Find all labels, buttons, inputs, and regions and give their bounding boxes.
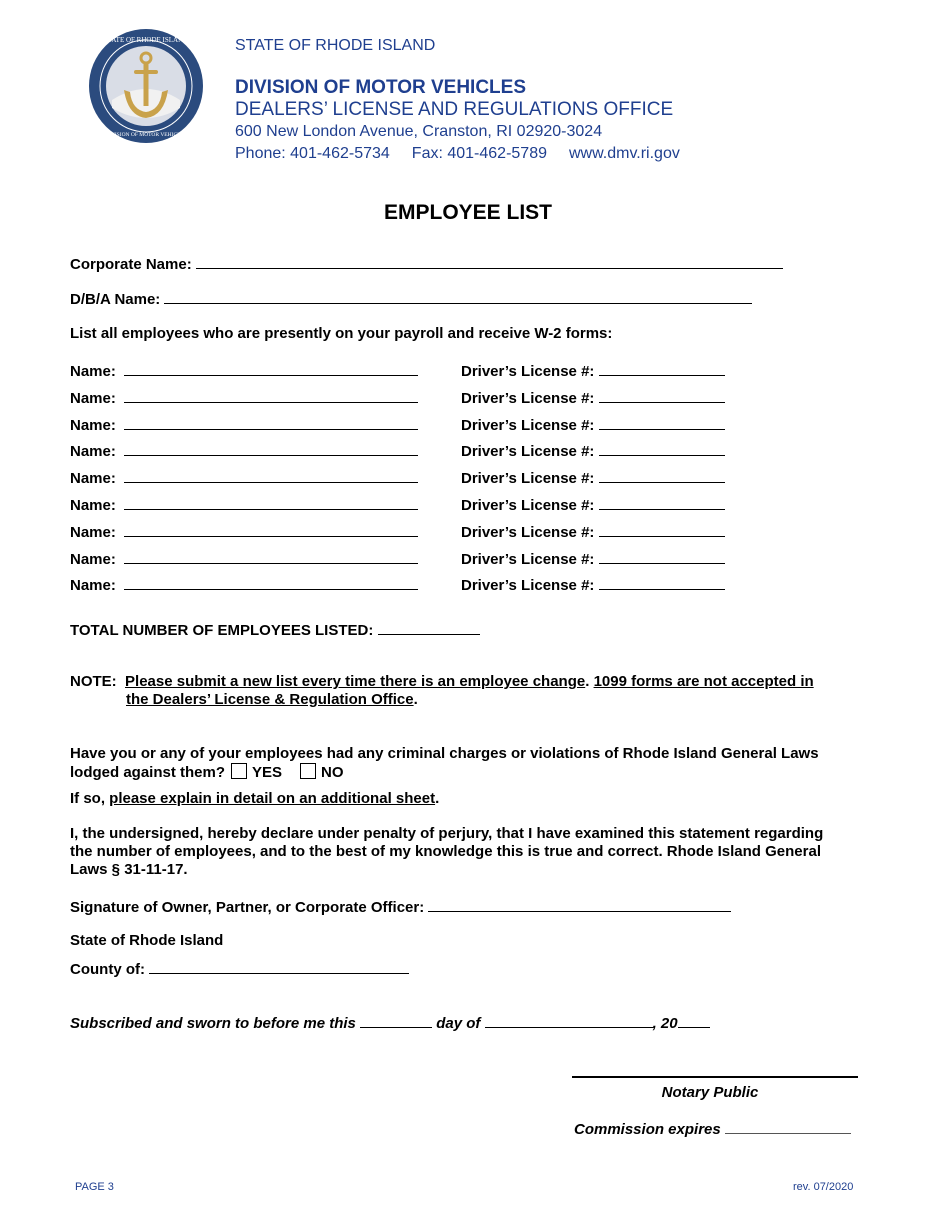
drivers-license-label: Driver’s License #: (461, 416, 595, 434)
drivers-license-field[interactable] (461, 415, 725, 434)
total-employees-label: TOTAL NUMBER OF EMPLOYEES LISTED: (70, 622, 374, 639)
employee-name-label: Name: (70, 523, 116, 541)
explain-end: . (435, 790, 440, 807)
drivers-license-field[interactable] (461, 468, 725, 487)
employee-name-field[interactable] (70, 415, 418, 434)
drivers-license-line[interactable] (599, 361, 725, 376)
sworn-text-c: , 20 (652, 1015, 678, 1032)
drivers-license-field[interactable] (461, 575, 725, 594)
corporate-name-label: Corporate Name: (70, 256, 192, 273)
employee-name-label: Name: (70, 389, 116, 407)
header-contact (235, 145, 680, 163)
sworn-statement[interactable] (70, 1013, 710, 1032)
employee-name-label: Name: (70, 577, 116, 595)
employee-name-line[interactable] (124, 522, 418, 537)
drivers-license-line[interactable] (599, 415, 725, 430)
employee-name-field[interactable] (70, 388, 418, 407)
employee-name-line[interactable] (124, 361, 418, 376)
seal-text-bottom: DIVISION OF MOTOR VEHICLES (105, 132, 187, 138)
drivers-license-line[interactable] (599, 575, 725, 590)
employee-name-line[interactable] (124, 495, 418, 510)
drivers-license-field[interactable] (461, 495, 725, 514)
note-sep: . (585, 673, 594, 690)
dba-name-field[interactable] (70, 289, 752, 308)
commission-line[interactable] (725, 1119, 851, 1134)
seal-text-top: STATE OF RHODE ISLAND (103, 36, 189, 44)
employee-name-field[interactable] (70, 575, 418, 594)
drivers-license-label: Driver’s License #: (461, 470, 595, 488)
state-label: State of Rhode Island (70, 932, 224, 949)
revision-date: rev. 07/2020 (793, 1181, 854, 1193)
header-fax: Fax: 401-462-5789 (411, 145, 547, 162)
header-website-link[interactable]: www.dmv.ri.gov (569, 145, 680, 162)
page-number: PAGE 3 (75, 1181, 114, 1193)
no-checkbox[interactable] (300, 763, 316, 779)
drivers-license-field[interactable] (461, 361, 725, 380)
sworn-day-line[interactable] (360, 1013, 432, 1028)
drivers-license-line[interactable] (599, 468, 725, 483)
explain-line (70, 790, 439, 807)
criminal-question-text: lodged against them? (70, 764, 226, 781)
employee-name-line[interactable] (124, 549, 418, 564)
drivers-license-line[interactable] (599, 522, 725, 537)
sworn-month-line[interactable] (485, 1013, 653, 1028)
no-label: NO (321, 764, 344, 781)
employee-name-line[interactable] (124, 441, 418, 456)
drivers-license-field[interactable] (461, 441, 725, 460)
drivers-license-label: Driver’s License #: (461, 577, 595, 595)
sworn-text-b: day of (436, 1015, 481, 1032)
drivers-license-label: Driver’s License #: (461, 523, 595, 541)
note-part1: Please submit a new list every time there is an employee change (125, 673, 586, 690)
employee-name-line[interactable] (124, 415, 418, 430)
drivers-license-line[interactable] (599, 441, 725, 456)
drivers-license-label: Driver’s License #: (461, 550, 595, 568)
employee-name-line[interactable] (124, 575, 418, 590)
employee-name-label: Name: (70, 443, 116, 461)
yes-label: YES (252, 764, 283, 781)
drivers-license-label: Driver’s License #: (461, 443, 595, 461)
employee-name-field[interactable] (70, 468, 418, 487)
employee-name-field[interactable] (70, 495, 418, 514)
signature-line[interactable] (428, 897, 731, 912)
employee-instruction: List all employees who are presently on your payroll and receive W-2 forms: (70, 325, 613, 342)
note-end: . (413, 691, 418, 708)
dba-name-line[interactable] (164, 289, 752, 304)
declaration-line-1: I, the undersigned, hereby declare under penalty of perjury, that I have examined this statement regarding (70, 825, 824, 842)
commission-label: Commission expires (574, 1121, 721, 1138)
employee-name-label: Name: (70, 416, 116, 434)
note-line-1 (70, 673, 814, 690)
employee-name-label: Name: (70, 550, 116, 568)
yes-checkbox[interactable] (231, 763, 247, 779)
declaration-line-2: the number of employees, and to the best of my knowledge this is true and correct. Rhode Island General (70, 843, 821, 860)
page-title: EMPLOYEE LIST (383, 201, 553, 224)
note-line-2 (126, 691, 418, 708)
criminal-question-line-2 (70, 763, 344, 781)
employee-name-label: Name: (70, 363, 116, 380)
employee-name-field[interactable] (70, 361, 418, 380)
county-line[interactable] (149, 959, 409, 974)
corporate-name-line[interactable] (196, 254, 783, 269)
drivers-license-field[interactable] (461, 549, 725, 568)
drivers-license-field[interactable] (461, 388, 725, 407)
county-field[interactable] (70, 959, 409, 978)
header-office: DEALERS’ LICENSE AND REGULATIONS OFFICE (235, 99, 674, 120)
criminal-question-line-1: Have you or any of your employees had any criminal charges or violations of Rhode Island General Laws (70, 745, 819, 762)
commission-field[interactable] (574, 1119, 851, 1138)
header-address: 600 New London Avenue, Cranston, RI 02920-3024 (235, 123, 603, 140)
note-part2a: 1099 forms are not accepted in (593, 673, 814, 690)
notary-signature-line[interactable] (572, 1076, 858, 1078)
employee-name-field[interactable] (70, 549, 418, 568)
drivers-license-label: Driver’s License #: (461, 389, 595, 407)
corporate-name-field[interactable] (70, 254, 783, 273)
drivers-license-label: Driver’s License #: (461, 363, 595, 380)
employee-name-field[interactable] (70, 522, 418, 541)
declaration-line-3: Laws § 31-11-17. (70, 861, 188, 878)
employee-name-field[interactable] (70, 441, 418, 460)
header-state: STATE OF RHODE ISLAND (235, 37, 436, 54)
explain-underlined: please explain in detail on an additional sheet (109, 790, 436, 807)
state-seal-logo (88, 28, 204, 144)
header-division: DIVISION OF MOTOR VEHICLES (235, 77, 527, 98)
dba-name-label: D/B/A Name: (70, 291, 161, 308)
note-prefix: NOTE: (70, 673, 117, 690)
header-phone: Phone: 401-462-5734 (235, 145, 390, 162)
explain-prefix: If so, (70, 790, 110, 807)
notary-public-label: Notary Public (661, 1084, 759, 1101)
employee-name-line[interactable] (124, 388, 418, 403)
signature-label: Signature of Owner, Partner, or Corporate Officer: (70, 899, 425, 916)
sworn-text-a: Subscribed and sworn to before me this (70, 1015, 356, 1032)
drivers-license-line[interactable] (599, 388, 725, 403)
sworn-year-line[interactable] (678, 1013, 710, 1028)
signature-field[interactable] (70, 897, 731, 916)
employee-name-label: Name: (70, 470, 116, 488)
total-employees-line[interactable] (378, 620, 480, 635)
drivers-license-line[interactable] (599, 495, 725, 510)
employee-name-label: Name: (70, 497, 116, 514)
county-label: County of: (70, 961, 145, 978)
drivers-license-label: Driver’s License #: (461, 497, 595, 514)
drivers-license-line[interactable] (599, 549, 725, 564)
note-part2b: the Dealers’ License & Regulation Office (126, 691, 414, 708)
employee-name-line[interactable] (124, 468, 418, 483)
drivers-license-field[interactable] (461, 522, 725, 541)
total-employees-field[interactable] (70, 620, 480, 639)
